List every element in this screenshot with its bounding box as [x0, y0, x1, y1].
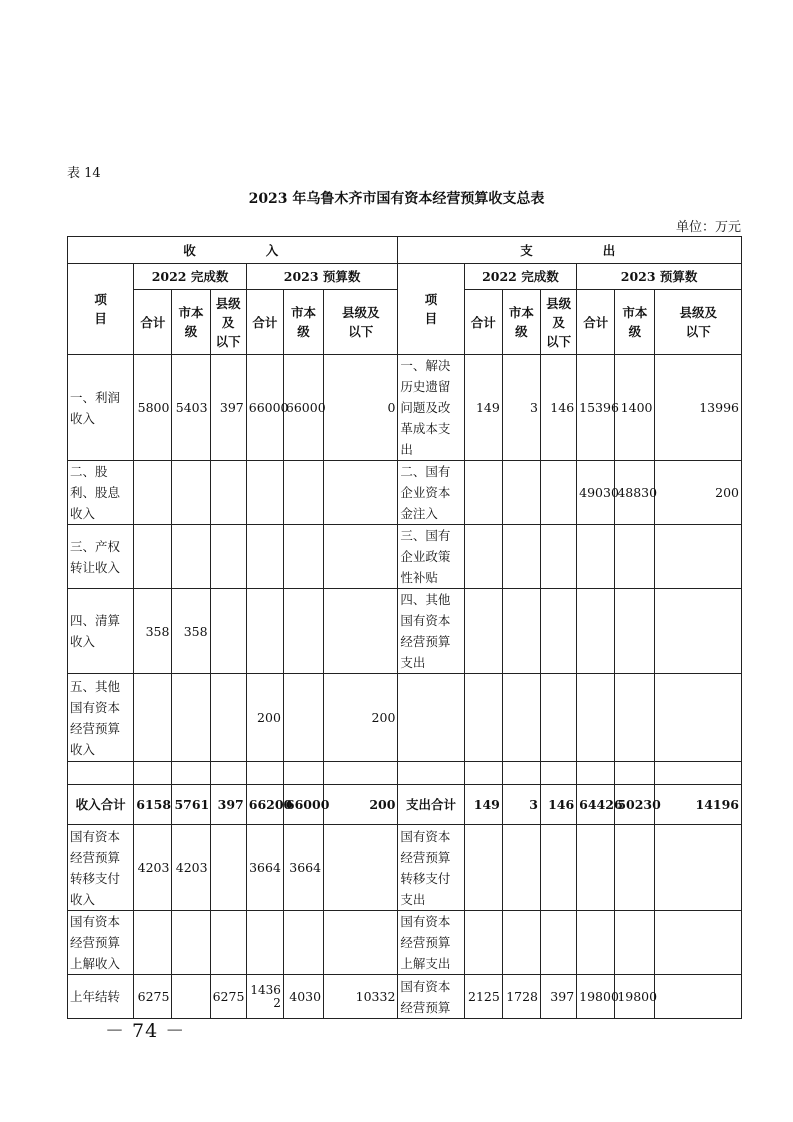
income-value-cell [210, 762, 246, 785]
income-item-cell: 收入合计 [68, 785, 134, 825]
expense-value-cell [655, 762, 742, 785]
expense-value-cell: 149 [464, 355, 502, 461]
income-item-header: 项 目 [68, 264, 134, 355]
income-item-cell [68, 762, 134, 785]
income-value-cell [246, 911, 283, 975]
expense-value-cell [502, 825, 540, 911]
expense-value-cell: 13996 [655, 355, 742, 461]
expense-item-cell: 国有资本经营预算 [398, 975, 464, 1019]
expense-value-cell: 1400 [615, 355, 655, 461]
expense-value-cell [615, 674, 655, 762]
income-value-cell: 358 [134, 589, 172, 674]
expense-value-cell: 15396 [577, 355, 615, 461]
expense-value-cell [464, 911, 502, 975]
expense-value-cell [655, 589, 742, 674]
income-value-cell [210, 589, 246, 674]
expense-group-header: 支 出 [398, 237, 742, 264]
expense-value-cell [541, 911, 577, 975]
expense-value-cell [464, 674, 502, 762]
expense-value-cell: 200 [655, 461, 742, 525]
income-value-cell [172, 525, 210, 589]
income-value-cell [324, 825, 398, 911]
expense-value-cell: 1728 [502, 975, 540, 1019]
income-value-cell: 5403 [172, 355, 210, 461]
income-value-cell [246, 762, 283, 785]
income-item-cell: 国有资本经营预算上解收入 [68, 911, 134, 975]
expense-value-cell [615, 589, 655, 674]
expense-value-cell [541, 589, 577, 674]
income-value-cell: 200 [324, 785, 398, 825]
income-item-cell: 国有资本经营预算转移支付收入 [68, 825, 134, 911]
income-value-cell: 3664 [246, 825, 283, 911]
income-value-cell: 0 [324, 355, 398, 461]
expense-item-cell: 国有资本经营预算上解支出 [398, 911, 464, 975]
unit-label: 单位：万元 [675, 220, 741, 235]
income-value-cell [210, 525, 246, 589]
income-value-cell [172, 461, 210, 525]
expense-value-cell: 3 [502, 785, 540, 825]
income-county-short-col-header: 县级 及 以下 [210, 290, 246, 355]
income-value-cell: 66200 [246, 785, 283, 825]
expense-value-cell [464, 762, 502, 785]
income-county-long-col-header: 县级及 以下 [324, 290, 398, 355]
income-value-cell: 6275 [134, 975, 172, 1019]
expense-value-cell: 19800 [577, 975, 615, 1019]
expense-value-cell [655, 525, 742, 589]
expense-value-cell [464, 589, 502, 674]
expense-item-cell [398, 674, 464, 762]
income-value-cell [283, 911, 323, 975]
expense-item-cell [398, 762, 464, 785]
income-item-cell: 一、利润收入 [68, 355, 134, 461]
expense-value-cell [502, 525, 540, 589]
income-value-cell: 66000 [283, 785, 323, 825]
expense-total-col-header: 合计 [577, 290, 615, 355]
expense-county-short-col-header: 县级 及 以下 [541, 290, 577, 355]
income-value-cell [210, 674, 246, 762]
expense-value-cell [502, 762, 540, 785]
expense-value-cell [502, 589, 540, 674]
expense-value-cell: 49030 [577, 461, 615, 525]
expense-city-col-header: 市本 级 [615, 290, 655, 355]
income-value-cell: 10332 [324, 975, 398, 1019]
expense-value-cell [464, 525, 502, 589]
expense-item-cell: 国有资本经营预算转移支付支出 [398, 825, 464, 911]
expense-item-header: 项 目 [398, 264, 464, 355]
income-value-cell [246, 589, 283, 674]
expense-value-cell [655, 674, 742, 762]
expense-value-cell: 397 [541, 975, 577, 1019]
expense-value-cell [577, 825, 615, 911]
expense-item-cell: 四、其他国有资本经营预算支出 [398, 589, 464, 674]
income-item-cell: 四、清算收入 [68, 589, 134, 674]
income-value-cell: 3664 [283, 825, 323, 911]
income-value-cell [134, 762, 172, 785]
expense-value-cell: 149 [464, 785, 502, 825]
expense-2022-header: 2022 完成数 [464, 264, 576, 290]
income-value-cell: 5761 [172, 785, 210, 825]
income-city-col-header: 市本 级 [172, 290, 210, 355]
income-value-cell: 5800 [134, 355, 172, 461]
expense-value-cell: 48830 [615, 461, 655, 525]
income-value-cell [172, 911, 210, 975]
income-total-col-header: 合计 [246, 290, 283, 355]
expense-item-cell: 一、解决历史遗留问题及改革成本支出 [398, 355, 464, 461]
expense-value-cell: 50230 [615, 785, 655, 825]
income-total-col-header: 合计 [134, 290, 172, 355]
expense-value-cell [541, 825, 577, 911]
expense-item-cell: 三、国有企业政策性补贴 [398, 525, 464, 589]
table-label: 表 14 [67, 166, 101, 181]
income-value-cell [134, 525, 172, 589]
expense-value-cell [615, 911, 655, 975]
table-row [68, 674, 742, 762]
expense-value-cell: 19800 [615, 975, 655, 1019]
income-value-cell: 66000 [283, 355, 323, 461]
expense-value-cell [464, 461, 502, 525]
expense-value-cell [655, 825, 742, 911]
income-value-cell [210, 461, 246, 525]
expense-value-cell [502, 911, 540, 975]
income-city-col-header: 市本 级 [283, 290, 323, 355]
budget-table [67, 236, 742, 1019]
income-value-cell [246, 461, 283, 525]
income-2023-header: 2023 预算数 [246, 264, 398, 290]
expense-value-cell [615, 525, 655, 589]
table-row [68, 355, 742, 461]
income-value-cell: 14362 [246, 975, 283, 1019]
income-value-cell: 397 [210, 785, 246, 825]
income-value-cell [134, 911, 172, 975]
income-value-cell [283, 461, 323, 525]
expense-value-cell [541, 674, 577, 762]
expense-2023-header: 2023 预算数 [577, 264, 742, 290]
table-row [68, 589, 742, 674]
expense-value-cell [502, 674, 540, 762]
table-row [68, 461, 742, 525]
income-value-cell: 4030 [283, 975, 323, 1019]
expense-city-col-header: 市本 级 [502, 290, 540, 355]
income-value-cell [283, 525, 323, 589]
income-value-cell: 200 [246, 674, 283, 762]
income-item-cell: 上年结转 [68, 975, 134, 1019]
expense-value-cell [577, 589, 615, 674]
income-value-cell: 358 [172, 589, 210, 674]
expense-county-long-col-header: 县级及 以下 [655, 290, 742, 355]
expense-value-cell: 146 [541, 785, 577, 825]
income-value-cell [210, 911, 246, 975]
income-value-cell: 397 [210, 355, 246, 461]
expense-value-cell [655, 911, 742, 975]
income-item-cell: 二、股利、股息收入 [68, 461, 134, 525]
expense-value-cell [464, 825, 502, 911]
income-item-cell: 三、产权转让收入 [68, 525, 134, 589]
income-value-cell [324, 589, 398, 674]
income-item-cell: 五、其他国有资本经营预算收入 [68, 674, 134, 762]
expense-value-cell: 14196 [655, 785, 742, 825]
income-value-cell [283, 762, 323, 785]
expense-value-cell [655, 975, 742, 1019]
income-value-cell [324, 525, 398, 589]
income-group-header: 收 入 [68, 237, 398, 264]
table-row [68, 975, 742, 1019]
expense-value-cell [615, 762, 655, 785]
income-value-cell [324, 762, 398, 785]
income-value-cell [324, 461, 398, 525]
expense-value-cell [577, 762, 615, 785]
expense-value-cell [577, 525, 615, 589]
table-row [68, 825, 742, 911]
expense-value-cell [541, 461, 577, 525]
expense-value-cell [502, 461, 540, 525]
expense-total-col-header: 合计 [464, 290, 502, 355]
income-value-cell [283, 589, 323, 674]
income-value-cell: 4203 [134, 825, 172, 911]
expense-value-cell [577, 674, 615, 762]
expense-value-cell [541, 762, 577, 785]
income-value-cell: 66000 [246, 355, 283, 461]
expense-value-cell: 2125 [464, 975, 502, 1019]
expense-value-cell [615, 825, 655, 911]
page-title: 2023 年乌鲁木齐市国有资本经营预算收支总表 [248, 191, 545, 207]
income-value-cell [246, 525, 283, 589]
expense-item-cell: 支出合计 [398, 785, 464, 825]
income-value-cell [134, 674, 172, 762]
income-value-cell [172, 762, 210, 785]
expense-item-cell: 二、国有企业资本金注入 [398, 461, 464, 525]
income-2022-header: 2022 完成数 [134, 264, 246, 290]
income-value-cell [210, 825, 246, 911]
income-value-cell [283, 674, 323, 762]
income-value-cell: 6158 [134, 785, 172, 825]
expense-value-cell: 146 [541, 355, 577, 461]
income-value-cell: 200 [324, 674, 398, 762]
income-value-cell: 6275 [210, 975, 246, 1019]
table-row [68, 762, 742, 785]
expense-value-cell: 3 [502, 355, 540, 461]
income-value-cell [172, 674, 210, 762]
income-value-cell [134, 461, 172, 525]
income-value-cell [172, 975, 210, 1019]
table-row [68, 785, 742, 825]
page-number: － 74 － [105, 1020, 186, 1042]
expense-value-cell [541, 525, 577, 589]
expense-value-cell: 64426 [577, 785, 615, 825]
income-value-cell: 4203 [172, 825, 210, 911]
table-row [68, 525, 742, 589]
expense-value-cell [577, 911, 615, 975]
table-row [68, 911, 742, 975]
income-value-cell [324, 911, 398, 975]
